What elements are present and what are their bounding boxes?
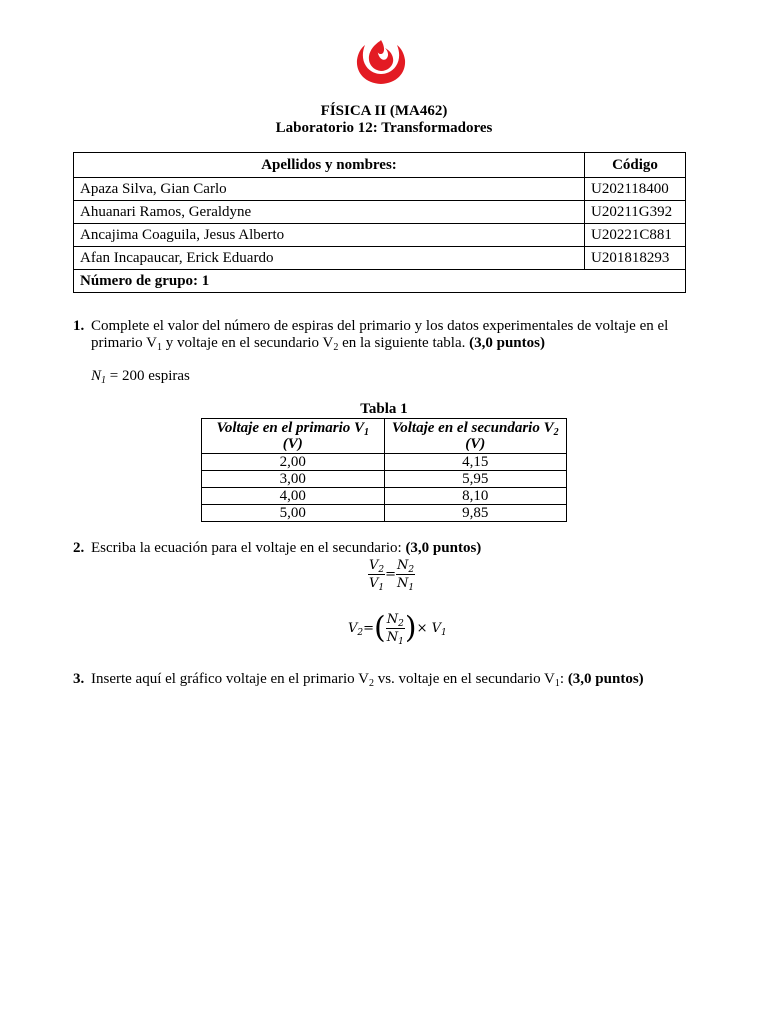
times-sign: ×: [416, 621, 428, 636]
unit: (V): [465, 436, 486, 452]
symbol: V: [431, 621, 442, 636]
question-text: :: [559, 671, 568, 687]
symbol: V: [369, 576, 379, 591]
header-text: Voltaje en el secundario V: [391, 420, 554, 436]
question-text: y voltaje en el secundario V: [161, 335, 334, 351]
question-1: [73, 318, 698, 352]
primary-voltage: 5,00: [202, 505, 385, 522]
secondary-voltage-equation: [348, 611, 447, 646]
symbol: N: [386, 612, 399, 627]
group-number: Número de grupo: 1: [74, 270, 686, 293]
secondary-voltage: 4,15: [384, 454, 567, 471]
members-header-row: [74, 153, 686, 178]
subscript: 2: [333, 342, 339, 353]
turns-value: = 200 espiras: [106, 368, 190, 384]
turns-ratio: [396, 557, 415, 592]
names-header: Apellidos y nombres:: [74, 153, 585, 178]
member-row: [74, 224, 686, 247]
table-row: [202, 454, 567, 471]
subscript: 2: [378, 565, 385, 575]
member-code: U201818293: [585, 247, 686, 270]
member-name: Ancajima Coaguila, Jesus Alberto: [74, 224, 585, 247]
symbol: N: [397, 576, 409, 591]
subscript: 1: [101, 375, 107, 386]
subscript: 1: [398, 637, 404, 647]
secondary-voltage: 8,10: [384, 488, 567, 505]
secondary-voltage: 9,85: [384, 505, 567, 522]
voltage-header-row: [202, 419, 567, 454]
subscript: 1: [364, 427, 369, 438]
subscript: 1: [408, 583, 415, 593]
subscript: 2: [368, 678, 374, 689]
question-text: Escriba la ecuación para el voltaje en el secundario:: [91, 540, 406, 556]
member-row: [74, 201, 686, 224]
primary-voltage: 3,00: [202, 471, 385, 488]
subscript: 2: [357, 628, 364, 638]
member-row: [74, 247, 686, 270]
member-code: U20221C881: [585, 224, 686, 247]
subscript: 1: [378, 583, 385, 593]
lab-title: Laboratorio 12: Transformadores: [275, 120, 493, 136]
question-2: [73, 540, 698, 557]
table-caption: Tabla 1: [360, 401, 408, 417]
subscript: 2: [553, 427, 559, 438]
symbol: V: [369, 558, 379, 573]
voltage-table: [201, 418, 567, 522]
members-table: [73, 152, 686, 293]
question-text: Inserte aquí el gráfico voltaje en el primario V: [91, 671, 369, 687]
question-number: 3.: [73, 671, 85, 687]
member-row: [74, 178, 686, 201]
question-text: vs. voltaje en el secundario V: [373, 671, 555, 687]
primary-voltage-header: [202, 419, 385, 454]
subscript: 1: [441, 628, 447, 638]
member-code: U202118400: [585, 178, 686, 201]
member-name: Ahuanari Ramos, Geraldyne: [74, 201, 585, 224]
symbol: V: [348, 621, 358, 636]
question-points: (3,0 puntos): [469, 335, 545, 351]
symbol: N: [397, 558, 409, 573]
ratio-equation: [368, 557, 415, 592]
course-title: FÍSICA II (MA462): [320, 103, 448, 119]
code-header: Código: [585, 153, 686, 178]
right-paren-icon: ): [404, 610, 417, 646]
question-text: primario V: [91, 335, 157, 351]
header-text: Voltaje en el primario V: [216, 420, 364, 436]
secondary-voltage: 5,95: [384, 471, 567, 488]
equals-sign: =: [363, 621, 375, 636]
unit: (V): [282, 436, 303, 452]
subscript: 1: [156, 342, 162, 353]
member-code: U20211G392: [585, 201, 686, 224]
table-row: [202, 471, 567, 488]
question-number: 2.: [73, 540, 85, 556]
upc-flame-icon: [354, 36, 408, 86]
primary-voltage: 2,00: [202, 454, 385, 471]
member-name: Afan Incapaucar, Erick Eduardo: [74, 247, 585, 270]
question-text: Complete el valor del número de espiras del primario y los datos experimentales de voltaje en el: [91, 318, 669, 334]
secondary-voltage-header: [384, 419, 567, 454]
table-row: [202, 488, 567, 505]
symbol: N: [386, 630, 399, 645]
question-points: (3,0 puntos): [567, 671, 644, 687]
table-row: [202, 505, 567, 522]
member-name: Apaza Silva, Gian Carlo: [74, 178, 585, 201]
n1-value: [91, 368, 190, 385]
question-3: [73, 671, 698, 688]
n-symbol: N: [91, 368, 102, 384]
left-paren-icon: (: [374, 610, 386, 646]
voltage-ratio: [368, 557, 385, 592]
subscript: 2: [398, 619, 404, 629]
subscript: 2: [408, 565, 415, 575]
turns-ratio: [386, 611, 405, 646]
equals-sign: =: [385, 567, 397, 582]
subscript: 1: [554, 678, 560, 689]
university-logo: [354, 36, 408, 86]
group-row: [74, 270, 686, 293]
question-points: (3,0 puntos): [405, 540, 482, 556]
primary-voltage: 4,00: [202, 488, 385, 505]
question-number: 1.: [73, 318, 85, 334]
question-text: en la siguiente tabla.: [338, 335, 470, 351]
